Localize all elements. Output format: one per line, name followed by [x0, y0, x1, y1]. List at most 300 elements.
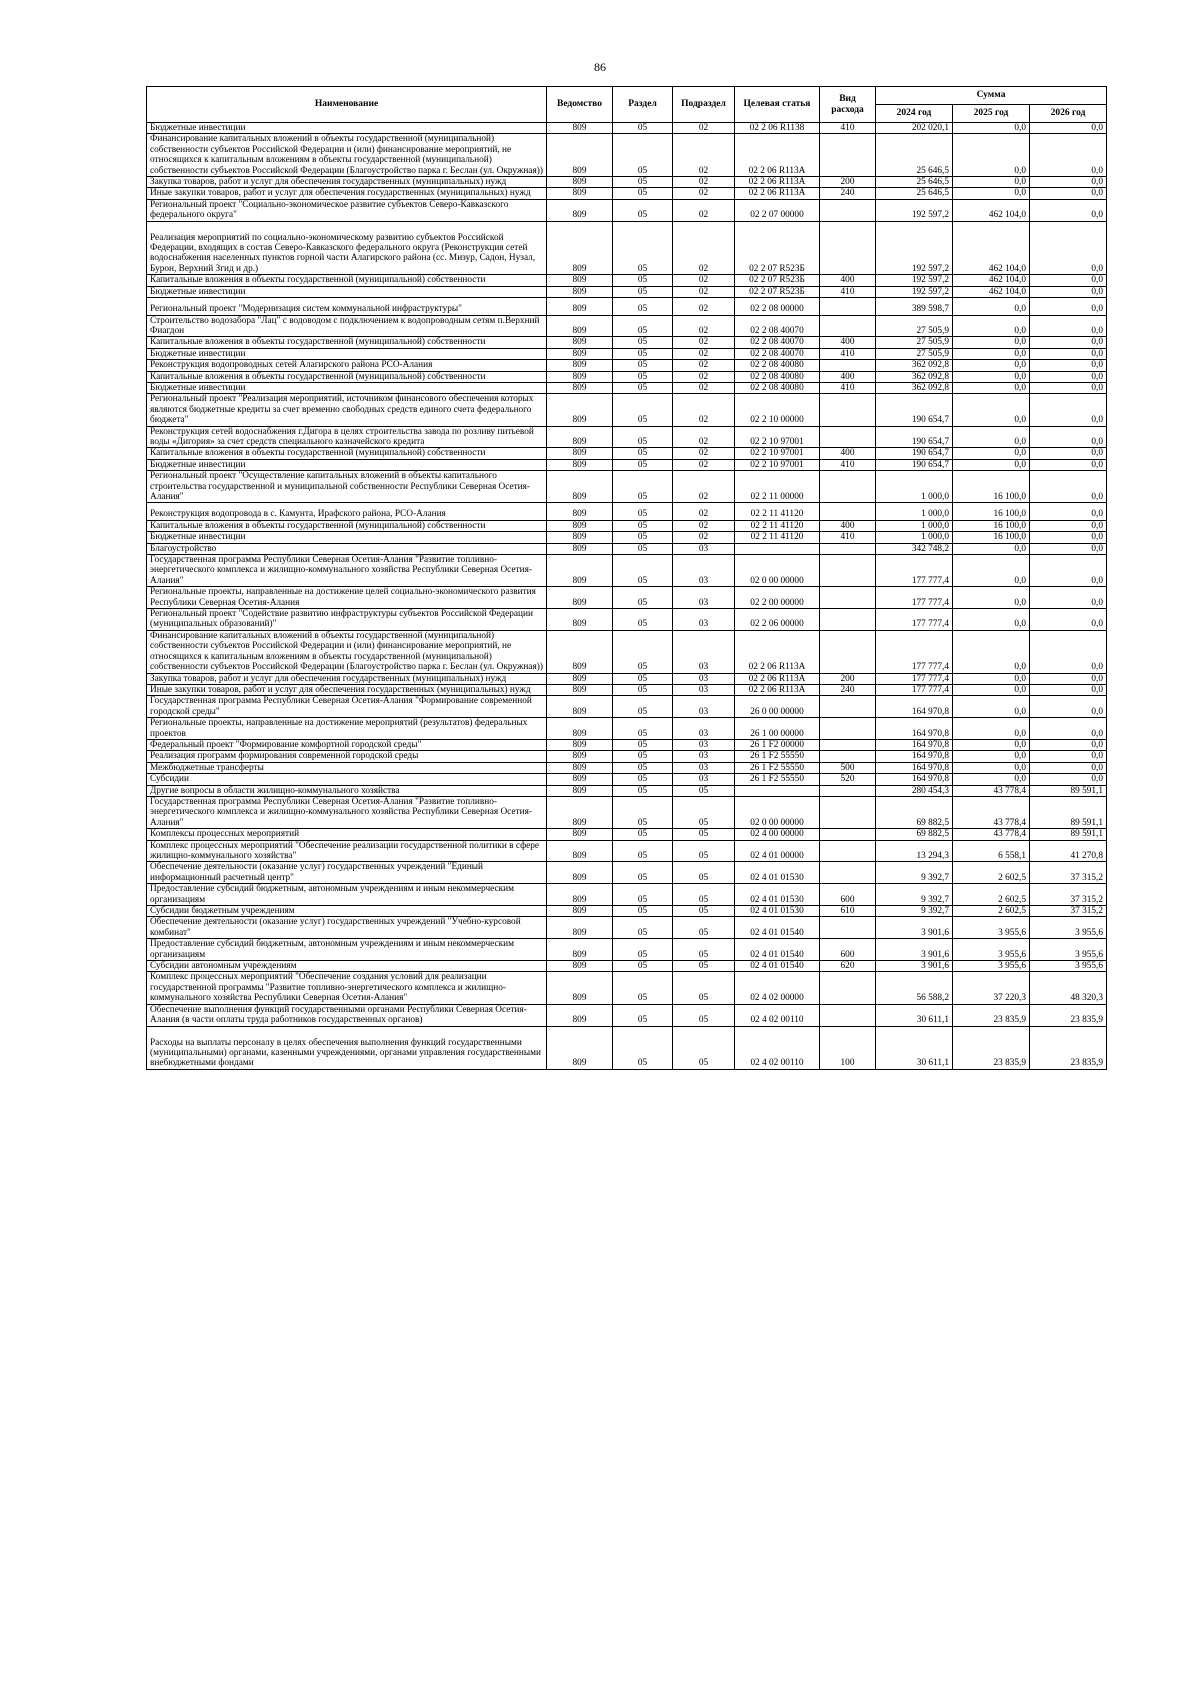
cell-name: Комплекс процессных мероприятий "Обеспечение создания условий для реализации государственной программы "Развитие топливно-энергетического комплекса и жилищно-коммунального хозяйства Республики Северная Осетия-Алания" [147, 972, 547, 1004]
cell-target-article: 02 2 07 R523Б [735, 286, 820, 297]
cell-vedomstvo: 809 [547, 587, 613, 609]
cell-sum-2024: 342 748,2 [876, 543, 953, 554]
cell-target-article: 02 2 10 97001 [735, 426, 820, 448]
cell-razdel: 05 [613, 906, 673, 917]
cell-sum-2026: 0,0 [1030, 696, 1107, 718]
cell-vedomstvo: 809 [547, 134, 613, 177]
cell-podrazdel: 05 [673, 862, 735, 884]
cell-name: Реконструкция водопровода в с. Камунта, Ирафского района, РСО-Алания [147, 503, 547, 520]
header-razdel: Раздел [613, 87, 673, 123]
cell-razdel: 05 [613, 459, 673, 470]
cell-vedomstvo: 809 [547, 532, 613, 543]
cell-podrazdel: 03 [673, 762, 735, 773]
cell-sum-2024: 27 505,9 [876, 337, 953, 348]
cell-sum-2025: 0,0 [953, 739, 1030, 750]
cell-sum-2025: 0,0 [953, 609, 1030, 631]
cell-sum-2024: 164 970,8 [876, 696, 953, 718]
cell-sum-2025: 0,0 [953, 360, 1030, 371]
table-row [147, 609, 1107, 631]
cell-sum-2024: 164 970,8 [876, 739, 953, 750]
cell-razdel: 05 [613, 177, 673, 188]
header-2026: 2026 год [1030, 105, 1107, 123]
cell-podrazdel: 02 [673, 123, 735, 134]
cell-target-article: 02 2 06 R113А [735, 630, 820, 673]
table-row [147, 199, 1107, 221]
cell-vedomstvo: 809 [547, 884, 613, 906]
cell-target-article: 02 2 06 R1138 [735, 123, 820, 134]
cell-sum-2026: 0,0 [1030, 774, 1107, 785]
cell-target-article: 02 4 02 00000 [735, 972, 820, 1004]
cell-vedomstvo: 809 [547, 917, 613, 939]
cell-name: Капитальные вложения в объекты государственной (муниципальной) собственности [147, 371, 547, 382]
cell-name: Иные закупки товаров, работ и услуг для обеспечения государственных (муниципальных) нужд [147, 188, 547, 199]
cell-sum-2025: 2 602,5 [953, 862, 1030, 884]
cell-sum-2025: 0,0 [953, 337, 1030, 348]
cell-sum-2024: 164 970,8 [876, 774, 953, 785]
table-row [147, 751, 1107, 762]
cell-name: Субсидии [147, 774, 547, 785]
cell-name: Государственная программа Республики Северная Осетия-Алания "Развитие топливно-энергетического комплекса и жилищно-коммунального хозяйства Республики Северная Осетия-Алания" [147, 796, 547, 828]
cell-name: Федеральный проект "Формирование комфортной городской среды" [147, 739, 547, 750]
cell-razdel: 05 [613, 1004, 673, 1026]
cell-sum-2026: 23 835,9 [1030, 1004, 1107, 1026]
cell-vedomstvo: 809 [547, 751, 613, 762]
cell-vedomstvo: 809 [547, 382, 613, 393]
cell-sum-2025: 0,0 [953, 348, 1030, 359]
cell-sum-2026: 89 591,1 [1030, 829, 1107, 840]
cell-sum-2025: 0,0 [953, 673, 1030, 684]
cell-expense-type [820, 360, 876, 371]
cell-sum-2025: 3 955,6 [953, 939, 1030, 961]
cell-podrazdel: 03 [673, 555, 735, 587]
cell-expense-type [820, 298, 876, 315]
cell-razdel: 05 [613, 532, 673, 543]
cell-sum-2025: 0,0 [953, 371, 1030, 382]
cell-target-article: 02 2 06 R113А [735, 177, 820, 188]
cell-podrazdel: 05 [673, 884, 735, 906]
cell-expense-type [820, 1004, 876, 1026]
cell-podrazdel: 02 [673, 286, 735, 297]
cell-sum-2025: 462 104,0 [953, 199, 1030, 221]
cell-sum-2026: 0,0 [1030, 739, 1107, 750]
cell-sum-2025: 0,0 [953, 448, 1030, 459]
cell-sum-2025: 0,0 [953, 382, 1030, 393]
cell-podrazdel: 02 [673, 134, 735, 177]
cell-podrazdel: 05 [673, 785, 735, 796]
cell-razdel: 05 [613, 315, 673, 337]
cell-target-article: 02 4 02 00110 [735, 1026, 820, 1069]
cell-vedomstvo: 809 [547, 1026, 613, 1069]
cell-podrazdel: 02 [673, 199, 735, 221]
cell-podrazdel: 05 [673, 939, 735, 961]
cell-sum-2026: 3 955,6 [1030, 917, 1107, 939]
cell-sum-2024: 1 000,0 [876, 503, 953, 520]
cell-sum-2024: 69 882,5 [876, 829, 953, 840]
cell-razdel: 05 [613, 673, 673, 684]
cell-sum-2025: 43 778,4 [953, 796, 1030, 828]
cell-sum-2026: 0,0 [1030, 286, 1107, 297]
cell-vedomstvo: 809 [547, 286, 613, 297]
table-row [147, 972, 1107, 1004]
cell-razdel: 05 [613, 829, 673, 840]
cell-sum-2025: 0,0 [953, 696, 1030, 718]
cell-sum-2026: 37 315,2 [1030, 884, 1107, 906]
cell-vedomstvo: 809 [547, 337, 613, 348]
cell-sum-2024: 192 597,2 [876, 199, 953, 221]
cell-expense-type [820, 471, 876, 503]
cell-target-article: 26 1 F2 55550 [735, 774, 820, 785]
page-number: 86 [594, 60, 606, 74]
cell-expense-type: 400 [820, 448, 876, 459]
cell-name: Благоустройство [147, 543, 547, 554]
cell-sum-2026: 0,0 [1030, 298, 1107, 315]
table-row [147, 1026, 1107, 1069]
table-row [147, 188, 1107, 199]
cell-podrazdel: 02 [673, 382, 735, 393]
cell-sum-2025: 3 955,6 [953, 961, 1030, 972]
cell-expense-type [820, 426, 876, 448]
cell-vedomstvo: 809 [547, 862, 613, 884]
cell-sum-2026: 0,0 [1030, 394, 1107, 426]
budget-table [146, 86, 1107, 1070]
cell-podrazdel: 05 [673, 1026, 735, 1069]
table-row [147, 337, 1107, 348]
cell-razdel: 05 [613, 587, 673, 609]
cell-expense-type [820, 972, 876, 1004]
cell-sum-2024: 3 901,6 [876, 939, 953, 961]
cell-vedomstvo: 809 [547, 774, 613, 785]
cell-razdel: 05 [613, 520, 673, 531]
header-name: Наименование [147, 87, 547, 123]
cell-sum-2026: 3 955,6 [1030, 939, 1107, 961]
cell-sum-2024: 280 454,3 [876, 785, 953, 796]
cell-name: Региональный проект "Модернизация систем коммунальной инфраструктуры" [147, 298, 547, 315]
cell-target-article: 26 1 F2 55550 [735, 751, 820, 762]
cell-target-article: 02 2 11 41120 [735, 532, 820, 543]
cell-podrazdel: 03 [673, 696, 735, 718]
cell-target-article: 02 0 00 00000 [735, 555, 820, 587]
cell-podrazdel: 02 [673, 188, 735, 199]
table-row [147, 448, 1107, 459]
cell-expense-type [820, 829, 876, 840]
cell-razdel: 05 [613, 134, 673, 177]
cell-sum-2025: 2 602,5 [953, 884, 1030, 906]
cell-sum-2024: 177 777,4 [876, 555, 953, 587]
table-row [147, 840, 1107, 862]
cell-sum-2024: 177 777,4 [876, 673, 953, 684]
table-row [147, 796, 1107, 828]
cell-name: Другие вопросы в области жилищно-коммунального хозяйства [147, 785, 547, 796]
cell-name: Региональные проекты, направленные на достижение мероприятий (результатов) федеральных проектов [147, 718, 547, 740]
cell-expense-type: 400 [820, 337, 876, 348]
cell-target-article: 02 4 01 00000 [735, 840, 820, 862]
cell-expense-type: 520 [820, 774, 876, 785]
cell-target-article: 26 1 00 00000 [735, 718, 820, 740]
cell-razdel: 05 [613, 298, 673, 315]
cell-sum-2024: 13 294,3 [876, 840, 953, 862]
cell-sum-2025: 3 955,6 [953, 917, 1030, 939]
cell-sum-2025: 462 104,0 [953, 275, 1030, 286]
cell-sum-2026: 0,0 [1030, 275, 1107, 286]
cell-razdel: 05 [613, 286, 673, 297]
cell-sum-2025: 23 835,9 [953, 1026, 1030, 1069]
cell-expense-type [820, 917, 876, 939]
cell-podrazdel: 02 [673, 221, 735, 275]
cell-target-article: 02 2 06 R113А [735, 684, 820, 695]
cell-expense-type: 410 [820, 348, 876, 359]
cell-razdel: 05 [613, 751, 673, 762]
cell-vedomstvo: 809 [547, 315, 613, 337]
cell-name: Иные закупки товаров, работ и услуг для обеспечения государственных (муниципальных) нужд [147, 684, 547, 695]
cell-sum-2024: 69 882,5 [876, 796, 953, 828]
table-row [147, 459, 1107, 470]
cell-target-article: 02 2 11 41120 [735, 520, 820, 531]
cell-target-article: 02 2 08 40070 [735, 337, 820, 348]
cell-target-article: 02 0 00 00000 [735, 796, 820, 828]
cell-name: Обеспечение выполнения функций государственными органами Республики Северная Осетия-Алания (в части оплаты труда работников государственных органов) [147, 1004, 547, 1026]
cell-sum-2026: 0,0 [1030, 134, 1107, 177]
cell-podrazdel: 02 [673, 348, 735, 359]
cell-vedomstvo: 809 [547, 785, 613, 796]
cell-sum-2025: 0,0 [953, 587, 1030, 609]
cell-expense-type [820, 840, 876, 862]
cell-podrazdel: 05 [673, 840, 735, 862]
cell-sum-2024: 30 611,1 [876, 1004, 953, 1026]
table-row [147, 286, 1107, 297]
cell-razdel: 05 [613, 221, 673, 275]
cell-podrazdel: 05 [673, 917, 735, 939]
cell-name: Реализация мероприятий по социально-экономическому развитию субъектов Российской Федерации, входящих в состав Северо-Кавказского федерального округа (Реконструкция сетей водоснабжения населенных пунктов горной части Алагирского района (сс. Мизур, Садон, Нузал, Бурон, Верхний Згид и др.) [147, 221, 547, 275]
cell-name: Предоставление субсидий бюджетным, автономным учреждениям и иным некоммерческим организациям [147, 884, 547, 906]
table-row [147, 939, 1107, 961]
cell-razdel: 05 [613, 348, 673, 359]
cell-razdel: 05 [613, 739, 673, 750]
cell-target-article: 02 2 07 R523Б [735, 275, 820, 286]
cell-razdel: 05 [613, 471, 673, 503]
cell-podrazdel: 02 [673, 298, 735, 315]
cell-target-article: 02 2 08 00000 [735, 298, 820, 315]
cell-podrazdel: 03 [673, 718, 735, 740]
cell-podrazdel: 03 [673, 774, 735, 785]
cell-target-article: 02 2 06 00000 [735, 609, 820, 631]
table-row [147, 917, 1107, 939]
cell-sum-2026: 0,0 [1030, 609, 1107, 631]
cell-sum-2024: 362 092,8 [876, 382, 953, 393]
cell-expense-type [820, 630, 876, 673]
cell-sum-2024: 190 654,7 [876, 426, 953, 448]
cell-razdel: 05 [613, 718, 673, 740]
cell-vedomstvo: 809 [547, 298, 613, 315]
cell-sum-2025: 0,0 [953, 718, 1030, 740]
cell-target-article: 02 2 10 97001 [735, 459, 820, 470]
table-body [147, 123, 1107, 1070]
cell-expense-type [820, 555, 876, 587]
cell-sum-2026: 0,0 [1030, 471, 1107, 503]
cell-sum-2025: 16 100,0 [953, 503, 1030, 520]
cell-name: Закупка товаров, работ и услуг для обеспечения государственных (муниципальных) нужд [147, 177, 547, 188]
cell-podrazdel: 02 [673, 503, 735, 520]
cell-expense-type [820, 796, 876, 828]
cell-razdel: 05 [613, 939, 673, 961]
cell-vedomstvo: 809 [547, 188, 613, 199]
cell-expense-type: 400 [820, 520, 876, 531]
cell-target-article: 02 2 10 97001 [735, 448, 820, 459]
cell-razdel: 05 [613, 972, 673, 1004]
cell-razdel: 05 [613, 696, 673, 718]
table-row [147, 684, 1107, 695]
cell-podrazdel: 02 [673, 360, 735, 371]
cell-target-article [735, 543, 820, 554]
cell-razdel: 05 [613, 961, 673, 972]
cell-expense-type: 200 [820, 177, 876, 188]
cell-razdel: 05 [613, 884, 673, 906]
cell-sum-2025: 0,0 [953, 555, 1030, 587]
cell-sum-2025: 0,0 [953, 630, 1030, 673]
cell-podrazdel: 05 [673, 796, 735, 828]
cell-name: Строительство водозабора "Лац" с водоводом с подключением к водопроводным сетям п.Верхний Фиагдон [147, 315, 547, 337]
cell-name: Закупка товаров, работ и услуг для обеспечения государственных (муниципальных) нужд [147, 673, 547, 684]
cell-sum-2024: 164 970,8 [876, 718, 953, 740]
cell-sum-2024: 177 777,4 [876, 684, 953, 695]
cell-sum-2024: 9 392,7 [876, 884, 953, 906]
cell-vedomstvo: 809 [547, 609, 613, 631]
cell-name: Региональный проект "Социально-экономическое развитие субъектов Северо-Кавказского федерального округа" [147, 199, 547, 221]
cell-vedomstvo: 809 [547, 123, 613, 134]
cell-sum-2024: 27 505,9 [876, 348, 953, 359]
header-vedomstvo: Ведомство [547, 87, 613, 123]
cell-razdel: 05 [613, 684, 673, 695]
cell-sum-2026: 0,0 [1030, 587, 1107, 609]
cell-sum-2026: 0,0 [1030, 718, 1107, 740]
cell-name: Предоставление субсидий бюджетным, автономным учреждениям и иным некоммерческим организациям [147, 939, 547, 961]
header-2025: 2025 год [953, 105, 1030, 123]
cell-expense-type [820, 315, 876, 337]
table-row [147, 829, 1107, 840]
cell-sum-2025: 43 778,4 [953, 829, 1030, 840]
cell-sum-2026: 0,0 [1030, 177, 1107, 188]
cell-sum-2024: 190 654,7 [876, 394, 953, 426]
cell-sum-2026: 0,0 [1030, 762, 1107, 773]
cell-target-article: 02 2 11 00000 [735, 471, 820, 503]
cell-podrazdel: 05 [673, 961, 735, 972]
cell-razdel: 05 [613, 382, 673, 393]
cell-target-article: 02 4 01 01540 [735, 939, 820, 961]
cell-sum-2024: 25 646,5 [876, 177, 953, 188]
cell-razdel: 05 [613, 774, 673, 785]
cell-expense-type [820, 134, 876, 177]
cell-target-article: 02 2 08 40070 [735, 348, 820, 359]
cell-expense-type: 410 [820, 459, 876, 470]
cell-name: Государственная программа Республики Северная Осетия-Алания "Развитие топливно-энергетического комплекса и жилищно-коммунального хозяйства Республики Северная Осетия-Алания" [147, 555, 547, 587]
cell-sum-2024: 3 901,6 [876, 961, 953, 972]
cell-name: Капитальные вложения в объекты государственной (муниципальной) собственности [147, 448, 547, 459]
cell-podrazdel: 02 [673, 426, 735, 448]
cell-sum-2024: 192 597,2 [876, 221, 953, 275]
table-row [147, 348, 1107, 359]
cell-sum-2024: 27 505,9 [876, 315, 953, 337]
cell-expense-type: 610 [820, 906, 876, 917]
cell-target-article: 02 4 01 01530 [735, 884, 820, 906]
cell-podrazdel: 02 [673, 471, 735, 503]
cell-podrazdel: 02 [673, 448, 735, 459]
cell-sum-2025: 462 104,0 [953, 286, 1030, 297]
cell-vedomstvo: 809 [547, 520, 613, 531]
cell-podrazdel: 03 [673, 751, 735, 762]
cell-sum-2026: 0,0 [1030, 459, 1107, 470]
table-row [147, 134, 1107, 177]
cell-sum-2026: 37 315,2 [1030, 862, 1107, 884]
cell-sum-2026: 0,0 [1030, 503, 1107, 520]
cell-name: Финансирование капитальных вложений в объекты государственной (муниципальной) собственности субъектов Российской Федерации и (или) финансирование мероприятий, не относящихся к капитальным вложениям в объекты государственной (муниципальной) собственности субъектов Российской Федерации (Благоустройство парка г. Беслан (ул. Окружная)) [147, 134, 547, 177]
cell-podrazdel: 02 [673, 337, 735, 348]
cell-name: Расходы на выплаты персоналу в целях обеспечения выполнения функций государственными (муниципальными) органами, казенными учреждениями, органами управления государственными внебюджетными фондами [147, 1026, 547, 1069]
cell-sum-2024: 3 901,6 [876, 917, 953, 939]
cell-sum-2024: 56 588,2 [876, 972, 953, 1004]
cell-sum-2026: 0,0 [1030, 751, 1107, 762]
cell-sum-2024: 1 000,0 [876, 532, 953, 543]
table-row [147, 221, 1107, 275]
cell-sum-2026: 0,0 [1030, 426, 1107, 448]
cell-name: Комплексы процессных мероприятий [147, 829, 547, 840]
cell-podrazdel: 03 [673, 609, 735, 631]
cell-name: Бюджетные инвестиции [147, 123, 547, 134]
cell-sum-2025: 0,0 [953, 762, 1030, 773]
cell-razdel: 05 [613, 796, 673, 828]
cell-target-article: 02 4 00 00000 [735, 829, 820, 840]
cell-sum-2024: 30 611,1 [876, 1026, 953, 1069]
table-row [147, 673, 1107, 684]
cell-sum-2024: 202 020,1 [876, 123, 953, 134]
cell-sum-2024: 177 777,4 [876, 587, 953, 609]
cell-sum-2024: 190 654,7 [876, 459, 953, 470]
cell-target-article: 02 4 01 01540 [735, 917, 820, 939]
header-target: Целевая статья [735, 87, 820, 123]
cell-expense-type [820, 221, 876, 275]
cell-name: Капитальные вложения в объекты государственной (муниципальной) собственности [147, 275, 547, 286]
cell-name: Комплекс процессных мероприятий "Обеспечение реализации государственной политики в сфере жилищно-коммунального хозяйства" [147, 840, 547, 862]
table-row [147, 275, 1107, 286]
table-row [147, 739, 1107, 750]
table-row [147, 123, 1107, 134]
cell-name: Межбюджетные трансферты [147, 762, 547, 773]
cell-target-article: 02 4 01 01530 [735, 862, 820, 884]
table-row [147, 503, 1107, 520]
cell-expense-type [820, 394, 876, 426]
cell-razdel: 05 [613, 630, 673, 673]
cell-sum-2024: 389 598,7 [876, 298, 953, 315]
cell-vedomstvo: 809 [547, 972, 613, 1004]
cell-expense-type [820, 739, 876, 750]
cell-target-article: 02 2 10 00000 [735, 394, 820, 426]
cell-sum-2024: 177 777,4 [876, 609, 953, 631]
cell-razdel: 05 [613, 360, 673, 371]
cell-razdel: 05 [613, 448, 673, 459]
cell-razdel: 05 [613, 199, 673, 221]
cell-name: Бюджетные инвестиции [147, 459, 547, 470]
cell-razdel: 05 [613, 123, 673, 134]
cell-sum-2024: 9 392,7 [876, 862, 953, 884]
cell-podrazdel: 02 [673, 520, 735, 531]
cell-sum-2025: 0,0 [953, 177, 1030, 188]
cell-expense-type: 200 [820, 673, 876, 684]
cell-podrazdel: 02 [673, 459, 735, 470]
cell-sum-2026: 89 591,1 [1030, 796, 1107, 828]
cell-sum-2024: 9 392,7 [876, 906, 953, 917]
cell-sum-2026: 48 320,3 [1030, 972, 1107, 1004]
cell-sum-2025: 0,0 [953, 315, 1030, 337]
cell-sum-2026: 0,0 [1030, 673, 1107, 684]
cell-podrazdel: 02 [673, 315, 735, 337]
